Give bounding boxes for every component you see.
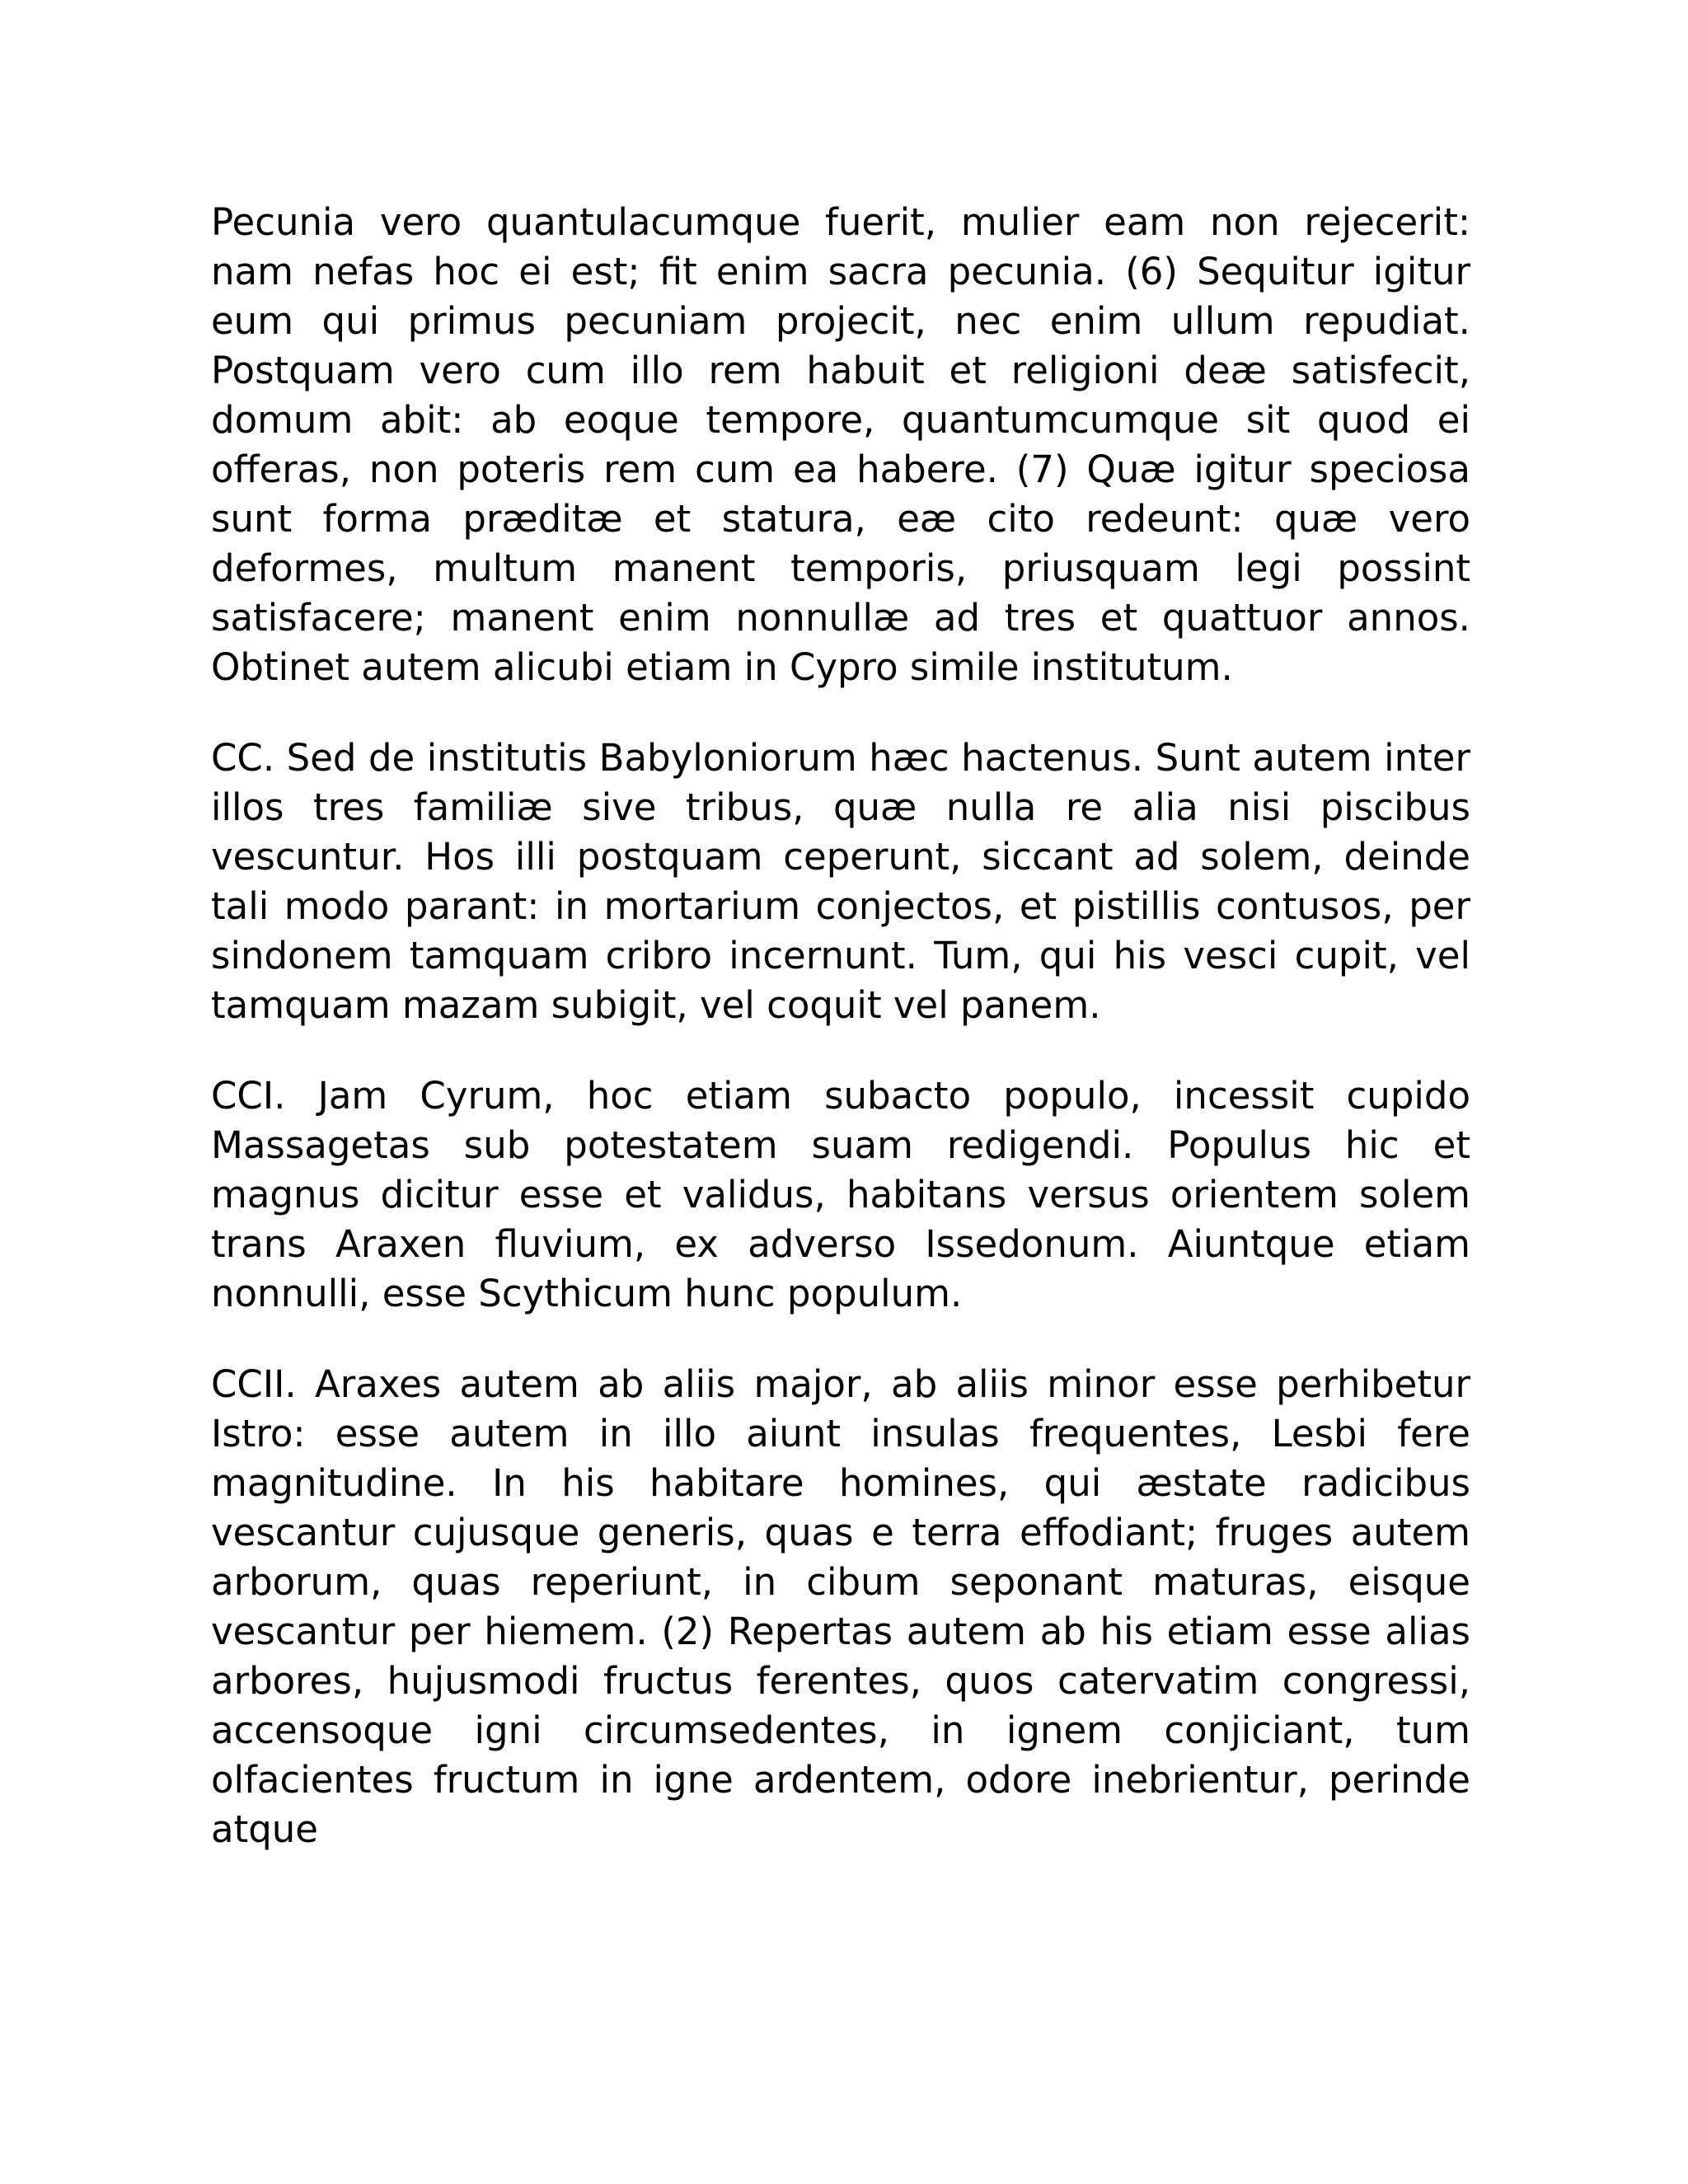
paragraph-cci: CCI. Jam Cyrum, hoc etiam subacto populo, incessit cupido Massagetas sub potestatem suam redigendi. Populus hic et magnus dicitur esse et validus, habitans versus orientem solem trans Araxen fluvium, ex adverso Issedonum. Aiuntque etiam nonnulli, esse Scythicum hunc populum.	[211, 1074, 1470, 1315]
paragraph-ccii: CCII. Araxes autem ab aliis major, ab aliis minor esse perhibetur Istro: esse autem in illo aiunt insulas frequentes, Lesbi fere magnitudine. In his habitare homines, qui æstate radicibus vescantur cujusque generis, quas e terra effodiant; fruges autem arborum, quas reperiunt, in cibum seponant maturas, eisque vescantur per hiemem. (2) Repertas autem ab his etiam esse alias arbores, hujusmodi fructus ferentes, quos catervatim congressi, accensoque igni circumsedentes, in ignem conjiciant, tum olfacientes fructum in igne ardentem, odore inebrientur, perinde atque	[211, 1362, 1470, 1851]
paragraph-pecunia: Pecunia vero quantulacumque fuerit, mulier eam non rejecerit: nam nefas hoc ei est; fit enim sacra pecunia. (6) Sequitur igitur eum qui primus pecuniam projecit, nec enim ullum repudiat. Postquam vero cum illo rem habuit et religioni deæ satisfecit, domum abit: ab eoque tempore, quantumcumque sit quod ei offeras, non poteris rem cum ea habere. (7) Quæ igitur speciosa sunt forma præditæ et statura, eæ cito redeunt: quæ vero deformes, multum manent temporis, priusquam legi possint satisfacere; manent enim nonnullæ ad tres et quattuor annos. Obtinet autem alicubi etiam in Cypro simile institutum.	[211, 200, 1470, 689]
document-body	[211, 198, 1470, 1854]
paragraph-cc: CC. Sed de institutis Babyloniorum hæc hactenus. Sunt autem inter illos tres familiæ sive tribus, quæ nulla re alia nisi piscibus vescuntur. Hos illi postquam ceperunt, siccant ad solem, deinde tali modo parant: in mortarium conjectos, et pistillis contusos, per sindonem tamquam cribro incernunt. Tum, qui his vesci cupit, vel tamquam mazam subigit, vel coquit vel panem.	[211, 736, 1470, 1027]
